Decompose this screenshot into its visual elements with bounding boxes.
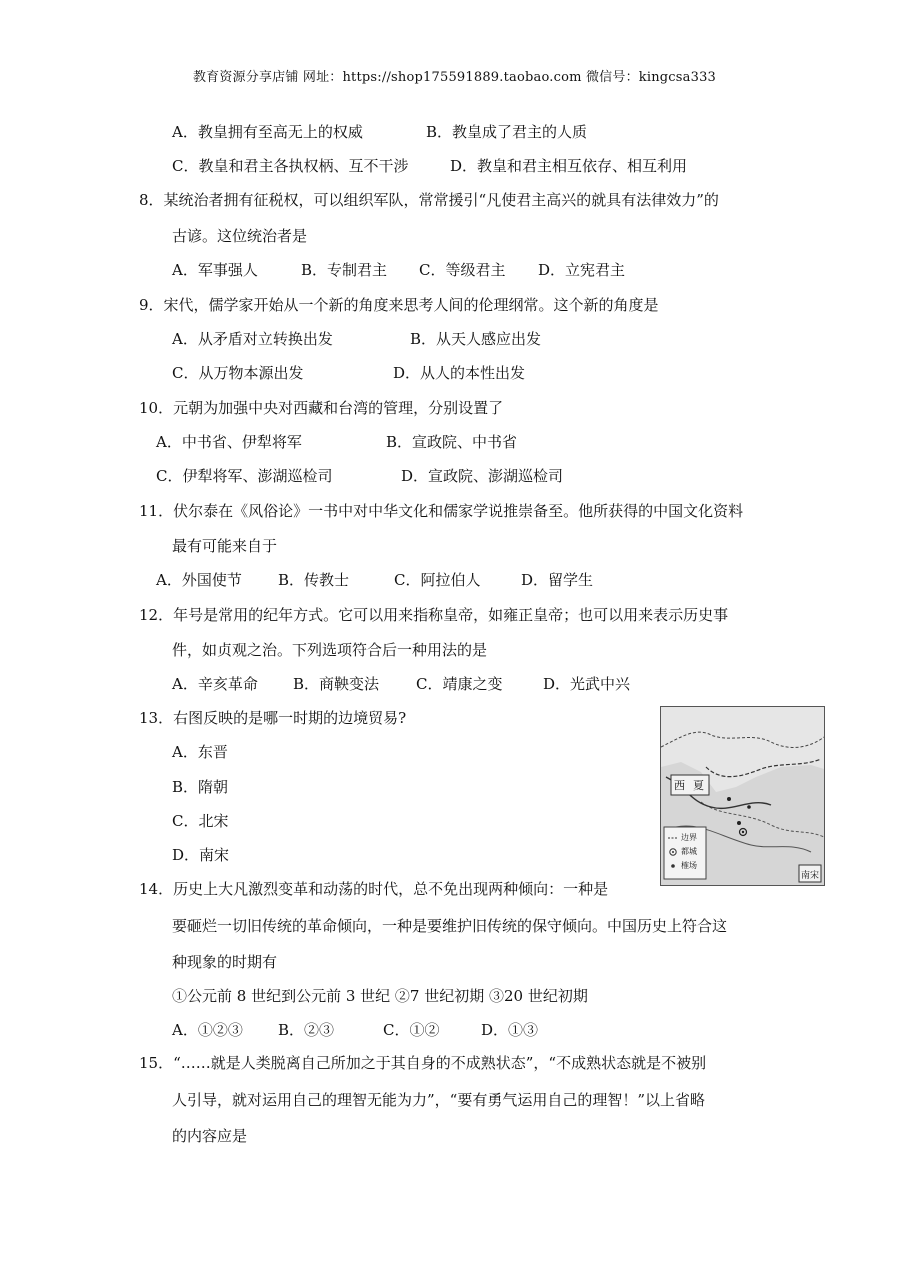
- q14-option-a: A．①②③: [172, 1021, 243, 1039]
- q7-option-d: D．教皇和君主相互依存、相互利用: [450, 157, 688, 175]
- map-legend-border: 边界: [681, 833, 697, 842]
- q14-items: ①公元前 8 世纪到公元前 3 世纪 ②7 世纪初期 ③20 世纪初期: [172, 987, 588, 1005]
- q7-option-c: C．教皇和君主各执权柄、互不干涉: [172, 157, 409, 175]
- border-trade-map: [660, 706, 825, 886]
- q15-stem-line2: 人引导，就对运用自己的理智无能为力”，“要有勇气运用自己的理智！”以上省略: [172, 1091, 706, 1109]
- q12-option-a: A．辛亥革命: [172, 675, 258, 693]
- q8-stem-line1: 8．某统治者拥有征税权，可以组织军队，常常援引“凡使君主高兴的就具有法律效力”的: [139, 191, 719, 209]
- q15-stem-line1: 15．“……就是人类脱离自己所加之于其自身的不成熟状态”，“不成熟状态就是不被别: [139, 1054, 707, 1072]
- map-legend-market: 榷场: [681, 861, 697, 870]
- q14-stem-line2: 要砸烂一切旧传统的革命倾向，一种是要维护旧传统的保守倾向。中国历史上符合这: [172, 917, 728, 935]
- q12-option-c: C．靖康之变: [416, 675, 503, 693]
- q9-stem: 9．宋代，儒学家开始从一个新的角度来思考人间的伦理纲常。这个新的角度是: [139, 296, 659, 314]
- q11-option-b: B．传教士: [278, 571, 350, 589]
- map-drawing: [661, 707, 824, 885]
- q12-stem-line2: 件，如贞观之治。下列选项符合后一种用法的是: [172, 641, 488, 659]
- q7-option-a: A．教皇拥有至高无上的权威: [172, 123, 363, 141]
- q11-option-c: C．阿拉伯人: [394, 571, 481, 589]
- q9-option-d: D．从人的本性出发: [393, 364, 526, 382]
- q12-option-d: D．光武中兴: [543, 675, 631, 693]
- q13-option-b: B．隋朝: [172, 778, 229, 796]
- map-legend-capital: 都城: [681, 847, 697, 856]
- q9-option-c: C．从万物本源出发: [172, 364, 304, 382]
- q8-option-c: C．等级君主: [419, 261, 506, 279]
- q11-stem-line2: 最有可能来自于: [172, 537, 278, 555]
- q8-option-d: D．立宪君主: [538, 261, 626, 279]
- q14-option-c: C．①②: [383, 1021, 440, 1039]
- q10-option-a: A．中书省、伊犁将军: [156, 433, 302, 451]
- q7-option-b: B．教皇成了君主的人质: [426, 123, 588, 141]
- q14-option-b: B．②③: [278, 1021, 335, 1039]
- page-header: 教育资源分享店铺 网址：https://shop175591889.taobao.com 微信号：kingcsa333: [192, 70, 717, 85]
- q10-option-c: C．伊犁将军、澎湖巡检司: [156, 467, 333, 485]
- q9-option-a: A．从矛盾对立转换出发: [172, 330, 333, 348]
- q13-stem: 13．右图反映的是哪一时期的边境贸易?: [139, 709, 407, 727]
- q13-option-d: D．南宋: [172, 846, 230, 864]
- q9-option-b: B．从天人感应出发: [410, 330, 542, 348]
- q15-stem-line3: 的内容应是: [172, 1127, 248, 1145]
- q14-stem-line3: 种现象的时期有: [172, 953, 278, 971]
- q11-option-a: A．外国使节: [156, 571, 242, 589]
- q13-option-c: C．北宋: [172, 812, 229, 830]
- q13-option-a: A．东晋: [172, 743, 228, 761]
- q11-stem-line1: 11．伏尔泰在《风俗论》一书中对中华文化和儒家学说推崇备至。他所获得的中国文化资料: [139, 502, 744, 520]
- q14-stem-line1: 14．历史上大凡激烈变革和动荡的时代，总不免出现两种倾向：一种是: [139, 880, 609, 898]
- map-label-xi: 西: [674, 779, 685, 792]
- map-label-corner: 南宋: [801, 871, 820, 881]
- q10-option-b: B．宣政院、中书省: [386, 433, 518, 451]
- q12-option-b: B．商鞅变法: [293, 675, 380, 693]
- q10-option-d: D．宣政院、澎湖巡检司: [401, 467, 564, 485]
- q12-stem-line1: 12．年号是常用的纪年方式。它可以用来指称皇帝，如雍正皇帝；也可以用来表示历史事: [139, 606, 729, 624]
- q8-stem-line2: 古谚。这位统治者是: [172, 227, 308, 245]
- q14-option-d: D．①③: [481, 1021, 539, 1039]
- q8-option-b: B．专制君主: [301, 261, 388, 279]
- map-label-xia: 夏: [693, 779, 704, 792]
- q10-stem: 10．元朝为加强中央对西藏和台湾的管理，分别设置了: [139, 399, 504, 417]
- q11-option-d: D．留学生: [521, 571, 594, 589]
- q8-option-a: A．军事强人: [172, 261, 258, 279]
